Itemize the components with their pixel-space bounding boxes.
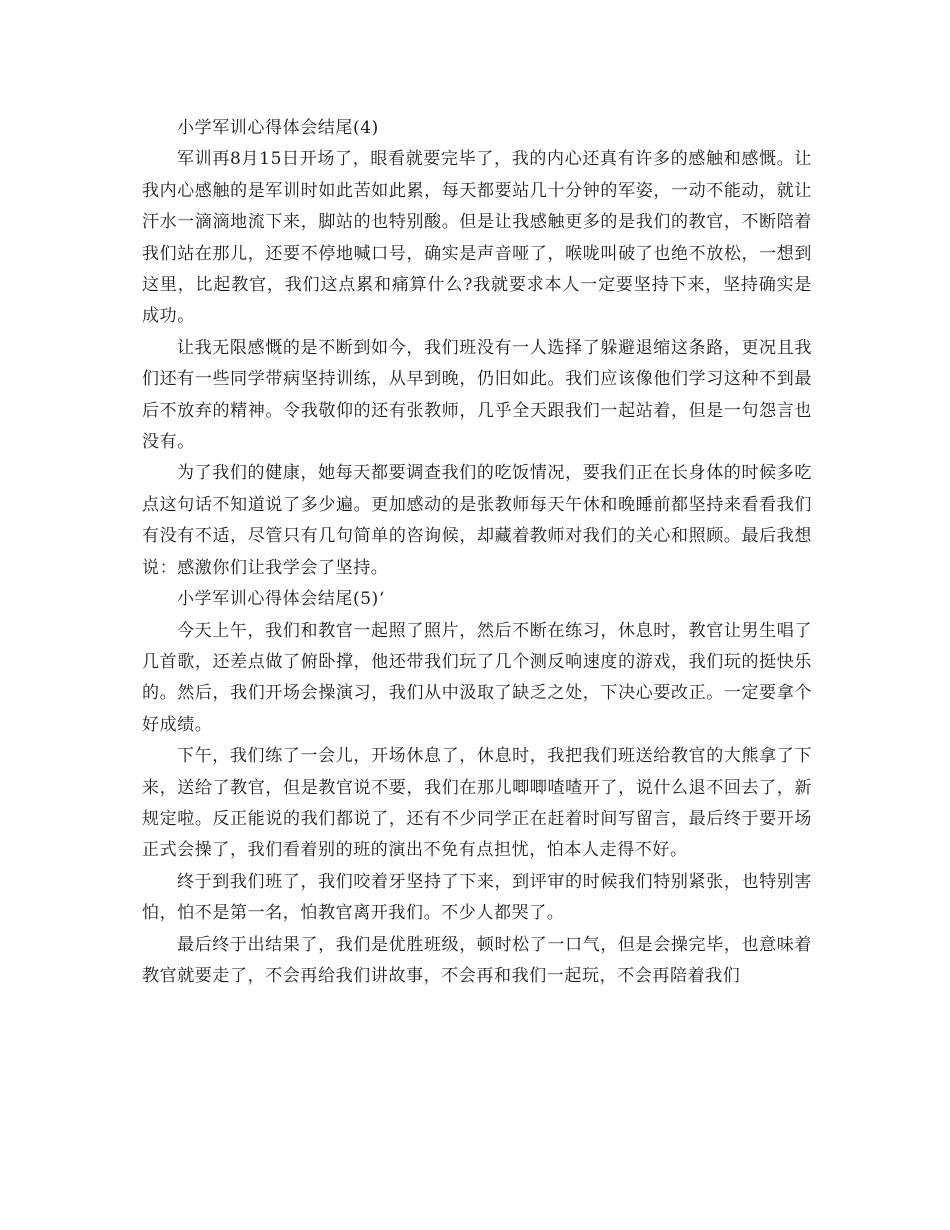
document-body [142, 113, 812, 992]
paragraph: 最后终于出结果了，我们是优胜班级，顿时松了一口气，但是会操完毕，也意味着教官就要走了，不会再给我们讲故事，不会再和我们一起玩，不会再陪着我们 [142, 934, 812, 986]
section-heading-5: 小学军训心得体会结尾(5)‘ [177, 589, 385, 610]
paragraph: 为了我们的健康，她每天都要调查我们的吃饭情况，要我们正在长身体的时候多吃点这句话不知道说了多少遍。更加感动的是张教师每天午休和晚睡前都坚持来看看我们有没有不适，尽管只有几句简单的咨询候，却藏着教师对我们的关心和照顾。最后我想说：感激你们让我学会了坚持。 [142, 463, 812, 578]
section-heading-4: 小学军训心得体会结尾(4) [177, 118, 379, 138]
paragraph: 终于到我们班了，我们咬着牙坚持了下来，到评审的时候我们特别紧张，也特别害怕，怕不是第一名，怕教官离开我们。不少人都哭了。 [142, 871, 812, 924]
paragraph: 让我无限感慨的是不断到如今，我们班没有一人选择了躲避退缩这条路，更况且我们还有一些同学带病坚持训练，从早到晚，仍旧如此。我们应该像他们学习这种不到最后不放弃的精神。令我敬仰的还有张教师，几乎全天跟我们一起站着，但是一句怨言也没有。 [142, 337, 812, 453]
paragraph: 下午，我们练了一会儿，开场休息了，休息时，我把我们班送给教官的大熊拿了下来，送给了教官，但是教官说不要，我们在那儿唧唧喳喳开了，说什么退不回去了，新规定啦。反正能说的我们都说了，还有不少同学正在赶着时间写留言，最后终于要开场正式会操了，我们看着别的班的演出不免有点担忧，怕本人走得不好。 [142, 746, 812, 861]
paragraph: 军训再8月15日开场了，眼看就要完毕了，我的内心还真有许多的感触和感慨。让我内心感触的是军训时如此苦如此累，每天都要站几十分钟的军姿，一动不能动，就让汗水一滴滴地流下来，脚站的也特别酸。但是让我感触更多的是我们的教官，不断陪着我们站在那儿，还要不停地喊口号，确实是声音哑了，喉咙叫破了也绝不放松，一想到这里，比起教官，我们这点累和痛算什么?我就要求本人一定要坚持下来，坚持确实是成功。 [142, 149, 812, 327]
paragraph: 今天上午，我们和教官一起照了照片，然后不断在练习，休息时，教官让男生唱了几首歌，还差点做了俯卧撑，他还带我们玩了几个测反响速度的游戏，我们玩的挺快乐的。然后，我们开场会操演习，我们从中汲取了缺乏之处，下决心要改正。一定要拿个好成绩。 [142, 620, 812, 735]
